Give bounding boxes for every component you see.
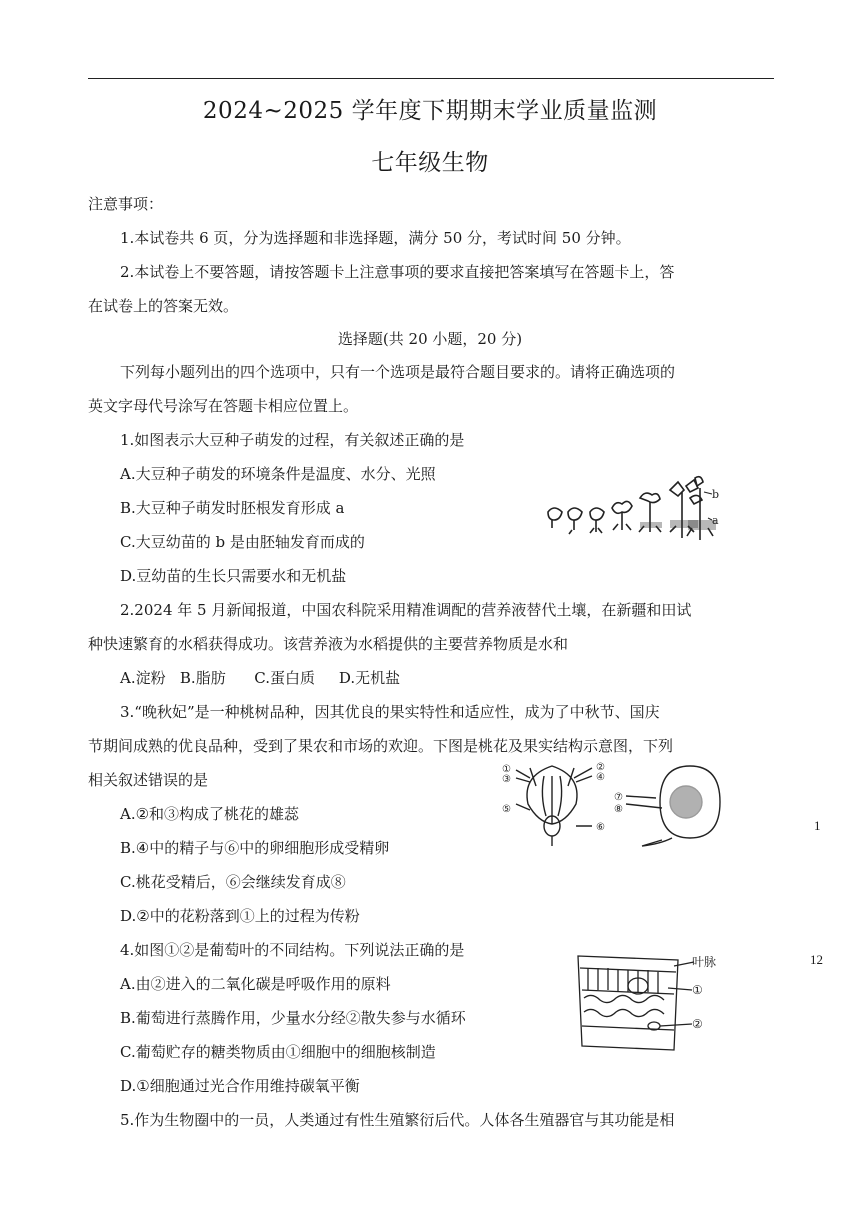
section-intro-line-2: 英文字母代号涂写在答题卡相应位置上。 [88,397,359,415]
q4-option-b: B.葡萄进行蒸腾作用，少量水分经②散失参与水循环 [120,1009,466,1027]
q4-option-c: C.葡萄贮存的糖类物质由①细胞中的细胞核制造 [120,1043,436,1061]
grape-leaf-cross-section-figure [568,946,728,1056]
q3-figure-label-4: ④ [596,772,605,783]
q4-figure-label-1: ① [692,983,703,997]
q3-option-b: B.④中的精子与⑥中的卵细胞形成受精卵 [120,839,390,857]
section-intro-line-1: 下列每小题列出的四个选项中，只有一个选项是最符合题目要求的。请将正确选项的 [120,363,676,381]
notice-item-2-line-2: 在试卷上的答案无效。 [88,297,239,315]
q3-stem-line-1: 3.“晚秋妃”是一种桃树品种，因其优良的果实特性和适应性，成为了中秋节、国庆 [120,703,660,721]
q3-figure-label-6: ⑥ [596,822,605,833]
q1-option-c: C.大豆幼苗的 b 是由胚轴发育而成的 [120,533,365,551]
q3-figure-label-7: ⑦ [614,792,623,803]
q3-figure-label-2: ② [596,762,605,773]
q4-figure-label-vein: 叶脉 [692,955,717,969]
q4-stem: 4.如图①②是葡萄叶的不同结构。下列说法正确的是 [120,941,465,959]
q4-option-d: D.①细胞通过光合作用维持碳氧平衡 [120,1077,360,1095]
q2-options: A.淀粉 B.脂肪 C.蛋白质 D.无机盐 [120,669,401,687]
notice-heading: 注意事项： [88,195,164,213]
margin-number-2: 12 [810,952,823,967]
soybean-germination-figure [540,468,720,546]
q1-figure-label-b: b [712,488,720,501]
q5-stem-line-1: 5.作为生物圈中的一员，人类通过有性生殖繁衍后代。人体各生殖器官与其功能是相 [120,1111,675,1129]
q3-figure-label-5: ⑤ [502,804,511,815]
exam-title: 2024~2025 学年度下期期末学业质量监测 [202,98,658,124]
q2-stem-line-1: 2.2024 年 5 月新闻报道，中国农科院采用精准调配的营养液替代土壤，在新疆和田试 [120,601,692,619]
q1-option-d: D.豆幼苗的生长只需要水和无机盐 [120,567,347,585]
q3-figure-label-1: ① [502,764,511,775]
q4-option-a: A.由②进入的二氧化碳是呼吸作用的原料 [120,975,391,993]
q3-option-a: A.②和③构成了桃花的雄蕊 [120,805,300,823]
notice-item-2-line-1: 2.本试卷上不要答题，请按答题卡上注意事项的要求直接把答案填写在答题卡上，答 [120,263,675,281]
q2-stem-line-2: 种快速繁育的水稻获得成功。该营养液为水稻提供的主要营养物质是水和 [88,635,569,653]
q3-figure-label-3: ③ [502,774,511,785]
margin-number-1: 1 [814,818,821,833]
peach-flower-fruit-figure [496,756,732,848]
q1-option-a: A.大豆种子萌发的环境条件是温度、水分、光照 [120,465,436,483]
q3-option-d: D.②中的花粉落到①上的过程为传粉 [120,907,360,925]
q3-stem-line-3: 相关叙述错误的是 [88,771,209,789]
notice-item-1: 1.本试卷共 6 页，分为选择题和非选择题，满分 50 分，考试时间 50 分钟。 [120,229,631,247]
q3-figure-label-8: ⑧ [614,804,623,815]
q1-option-b: B.大豆种子萌发时胚根发育形成 a [120,499,345,517]
q1-figure-label-a: a [712,514,719,527]
header-rule [88,78,774,79]
section-title: 选择题(共 20 小题，20 分) [337,330,523,348]
q3-option-c: C.桃花受精后，⑥会继续发育成⑧ [120,873,346,891]
exam-subtitle: 七年级生物 [371,150,489,176]
q4-figure-label-2: ② [692,1017,703,1031]
q3-stem-line-2: 节期间成熟的优良品种，受到了果农和市场的欢迎。下图是桃花及果实结构示意图，下列 [88,737,674,755]
q1-stem: 1.如图表示大豆种子萌发的过程，有关叙述正确的是 [120,431,465,449]
